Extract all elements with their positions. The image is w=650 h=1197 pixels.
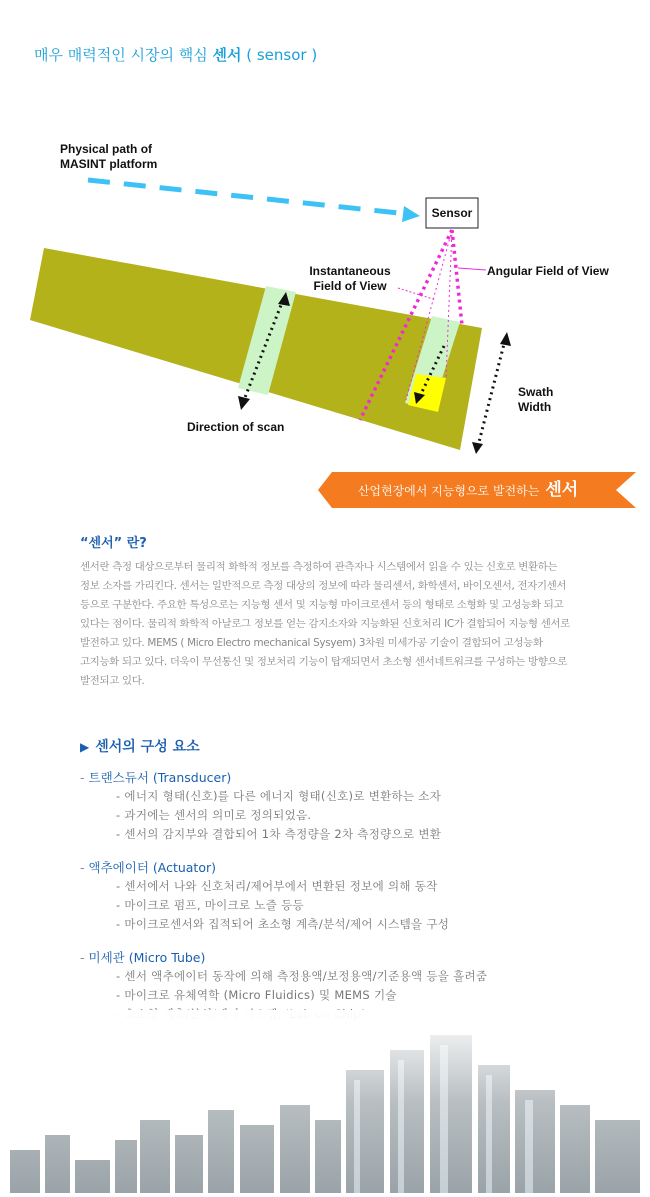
banner-caption: 산업현장에서 지능형으로 발전하는 bbox=[357, 484, 540, 498]
platform-path-arrowhead bbox=[402, 206, 420, 222]
list-item: - 에너지 형태(신호)를 다른 에너지 형태(신호)로 변환하는 소자 bbox=[116, 789, 442, 803]
platform-path-line bbox=[88, 180, 408, 214]
title-strong: 센서 bbox=[212, 46, 242, 64]
banner-strong: 센서 bbox=[545, 480, 579, 500]
components-title-text: 센서의 구성 요소 bbox=[95, 739, 200, 755]
scan-direction-label: Direction of scan bbox=[187, 420, 285, 434]
list-item: - 과거에는 센서의 의미로 정의되었음. bbox=[116, 808, 312, 822]
group-heading: - 액추에이터 (Actuator) bbox=[80, 860, 216, 875]
definition-title: “센서” 란? bbox=[80, 536, 147, 551]
components-title bbox=[80, 736, 200, 756]
swath-width-label: Swath Width bbox=[518, 385, 554, 414]
ifov-leader bbox=[398, 288, 436, 300]
component-group-transducer bbox=[80, 768, 600, 844]
afov-line-right bbox=[452, 230, 462, 325]
masint-diagram bbox=[0, 120, 650, 460]
swath-arrow-down bbox=[472, 442, 483, 454]
afov-leader bbox=[458, 268, 486, 270]
triangle-bullet-icon: ▶ bbox=[80, 740, 90, 754]
list-item: - 마이크로센서와 집적되어 초소형 계측/분석/제어 시스템을 구성 bbox=[116, 917, 450, 931]
banner-text bbox=[318, 472, 618, 508]
city-skyline-image bbox=[0, 1010, 650, 1193]
swath-width-line bbox=[478, 340, 505, 446]
list-item: - 센서 액추에이터 동작에 의해 측정용액/보정용액/기준용액 등을 흘려줌 bbox=[116, 969, 488, 983]
list-item: - 마이크로 유체역학 (Micro Fluidics) 및 MEMS 기술 bbox=[116, 988, 397, 1002]
component-group-actuator bbox=[80, 858, 600, 934]
sensor-label: Sensor bbox=[431, 206, 473, 220]
group-heading: - 미세관 (Micro Tube) bbox=[80, 950, 206, 965]
scan-arrow-down bbox=[238, 396, 250, 410]
group-heading: - 트랜스듀서 (Transducer) bbox=[80, 770, 232, 785]
list-item: - 센서에서 나와 신호처리/제어부에서 변환된 정보에 의해 동작 bbox=[116, 879, 438, 893]
page-title bbox=[34, 44, 317, 65]
afov-label: Angular Field of View bbox=[487, 264, 609, 278]
orange-banner bbox=[318, 472, 636, 508]
list-item: - 마이크로 펌프, 마이크로 노즐 등등 bbox=[116, 898, 304, 912]
definition-body: 센서란 측정 대상으로부터 물리적 화학적 정보를 측정하여 관측자나 시스템에서 읽을 수 있는 신호로 변환하는 정보 소자를 가리킨다. 센서는 일반적으로 측정 대상의 정보에 따라 물리센서, 화학센서, 바이오센서, 전자기센서 등으로 구분한다. 주요한 특성으로는 지능형 센서 및 지능형 마이크로센서 등의 형태로 소형화 및 고성능화 되고 있다는 점이다. 물리적 화학적 아날로그 정보를 얻는 감지소자와 지능화된 신호처리 IC가 결합되어 지능형 센서로 발전하고 있다. MEMS ( Micro Electro mechanical Sysyem) 3차원 미세가공 기술이 결합되어 고성능화 고지능화 되고 있다. 더욱이 무선통신 및 정보처리 기능이 탑재되면서 초소형 센서네트워크를 구성하는 방향으로 발전되고 있다. bbox=[80, 561, 570, 687]
ifov-label: Instantaneous Field of View bbox=[309, 264, 391, 293]
title-prefix: 매우 매력적인 시장의 핵심 bbox=[34, 46, 213, 64]
swath-arrow-up bbox=[500, 332, 511, 346]
list-item: - 센서의 감지부와 결합되어 1차 측정량을 2차 측정량으로 변환 bbox=[116, 827, 442, 841]
title-suffix: ( sensor ) bbox=[241, 46, 318, 64]
physical-path-label: Physical path of MASINT platform bbox=[60, 142, 158, 171]
